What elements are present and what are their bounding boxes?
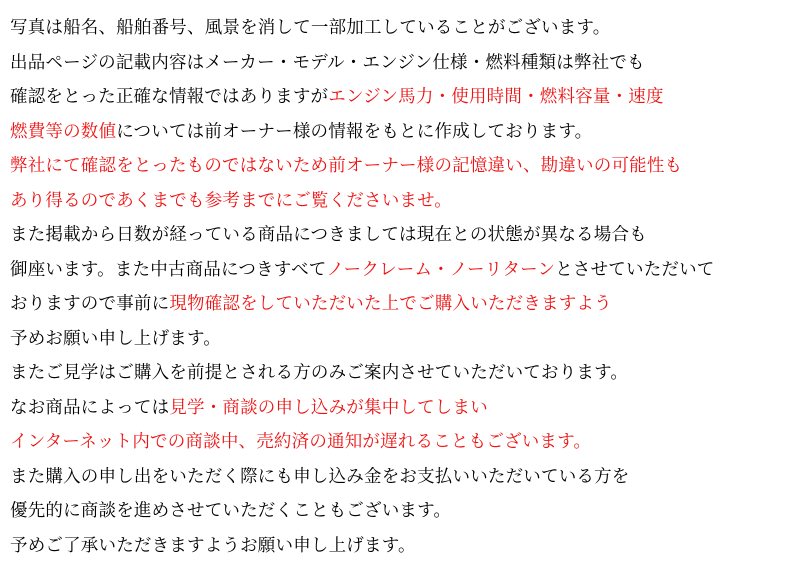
notice-text: 写真は船名、船舶番号、風景を消して一部加工していることがございます。 [10, 17, 611, 37]
notice-text: またご見学はご購入を前提とされる方のみご案内させていただいております。 [10, 362, 629, 382]
notice-line [10, 114, 792, 149]
notice-text-emphasis: インターネット内での商談中、売約済の通知が遅れることもございます。 [10, 431, 592, 451]
notice-text: とさせていただいて [555, 258, 715, 279]
notice-line [10, 286, 792, 321]
notice-line [10, 424, 792, 459]
notice-line [10, 493, 792, 528]
notice-text: また購入の申し出をいただく際にも申し込み金をお支払いいただいている方を [10, 465, 630, 486]
notice-text: 予めお願い申し上げます。 [10, 327, 221, 348]
notice-text-emphasis: 現物確認をしていただいた上でご購入いただきますよう [169, 293, 612, 313]
notice-text: については前オーナー様の情報をもとに作成しております。 [116, 120, 593, 141]
notice-text-emphasis: 弊社にて確認をとったものではないため前オーナー様の記憶違い、勘違いの可能性も [10, 155, 683, 175]
notice-line [10, 183, 792, 218]
notice-text: 予めご了承いただきますようお願い申し上げます。 [10, 534, 416, 555]
notice-line [10, 45, 792, 80]
notice-line [10, 390, 792, 425]
notice-line [10, 252, 792, 287]
notice-line [10, 321, 792, 356]
notice-text-emphasis: 燃費等の数値 [10, 120, 117, 141]
notice-line [10, 148, 792, 183]
notice-line [10, 217, 792, 252]
notice-text: また掲載から日数が経っている商品につきましては現在との状態が異なる場合も [10, 224, 647, 244]
notice-line [10, 459, 792, 494]
notice-line [10, 10, 792, 45]
notice-text-emphasis: あり得るのであくまでも参考までにご覧くださいませ。 [10, 189, 452, 210]
notice-text-emphasis: ノークレーム・ノーリターン [326, 258, 556, 279]
notice-text: 確認をとった正確な情報ではありますが [10, 86, 329, 106]
notice-line [10, 355, 792, 390]
notice-text: 御座います。また中古商品につきすべて [10, 258, 327, 279]
notice-text-emphasis: 見学・商談の申し込みが集中してしまい [169, 396, 488, 417]
notice-text: 優先的に商談を進めさせていただくこともございます。 [10, 500, 452, 520]
notice-text: おりますので事前に [10, 293, 170, 313]
notice-text: 出品ページの記載内容はメーカー・モデル・エンジン仕様・燃料種類は弊社でも [10, 51, 645, 72]
notice-line [10, 79, 792, 114]
notice-text-emphasis: エンジン馬力・使用時間・燃料容量・速度 [328, 86, 664, 106]
notice-text: なお商品によっては [10, 396, 170, 417]
notice-line [10, 528, 792, 563]
